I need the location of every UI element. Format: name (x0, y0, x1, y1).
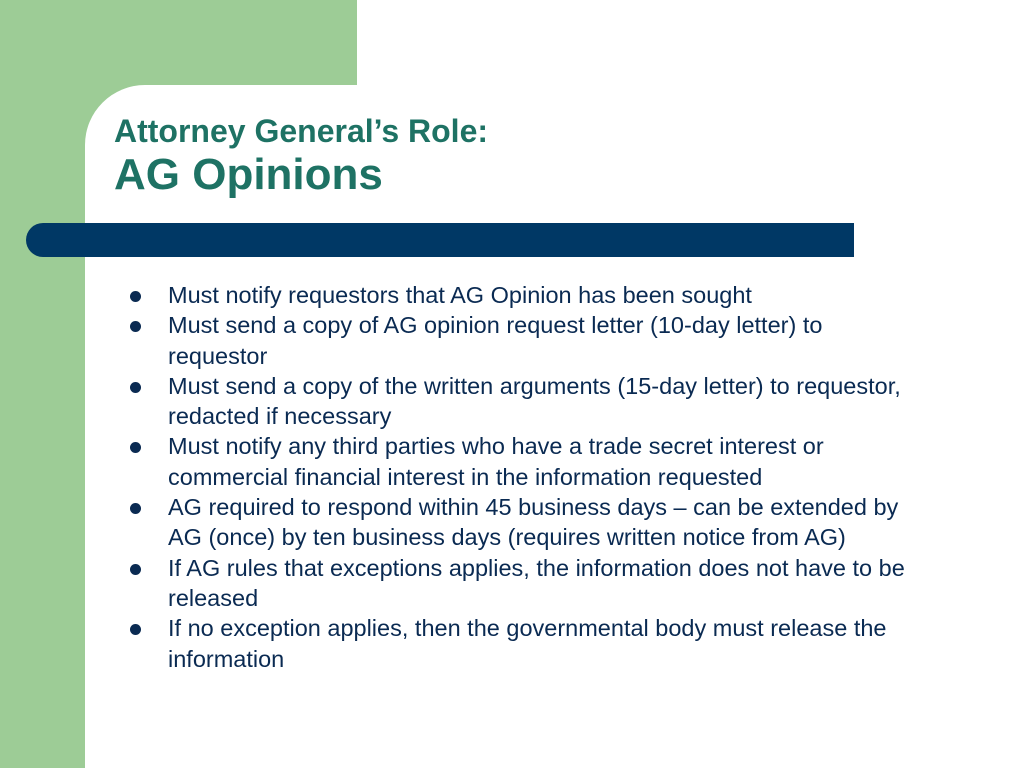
bullet-dot-icon (130, 291, 141, 302)
bullet-item (125, 310, 905, 371)
bullet-item (125, 280, 905, 310)
bullet-item (125, 371, 905, 432)
bullet-item (125, 553, 905, 614)
bullet-list (125, 280, 905, 674)
bullet-item (125, 613, 905, 674)
slide-title (114, 112, 488, 200)
bullet-text: AG required to respond within 45 business days – can be extended by AG (once) by ten business days (requires written notice from AG) (168, 494, 899, 551)
bullet-text: Must send a copy of AG opinion request letter (10-day letter) to requestor (168, 312, 823, 369)
title-line-2: AG Opinions (114, 150, 383, 199)
bullet-dot-icon (130, 321, 141, 332)
bullet-item (125, 492, 905, 553)
bullet-dot-icon (130, 382, 141, 393)
accent-bar (26, 223, 854, 257)
bullet-text: Must notify any third parties who have a trade secret interest or commercial financial interest in the information requested (168, 433, 824, 490)
bullet-text: If AG rules that exceptions applies, the information does not have to be released (168, 554, 905, 611)
bullet-text: Must send a copy of the written arguments (15-day letter) to requestor, redacted if necessary (168, 372, 901, 430)
bullet-dot-icon (130, 503, 141, 514)
bullet-text: If no exception applies, then the governmental body must release the information (168, 615, 887, 672)
bullet-item (125, 431, 905, 492)
bullet-dot-icon (130, 442, 141, 453)
bullet-dot-icon (130, 624, 141, 635)
bullet-dot-icon (130, 564, 141, 575)
bullet-text: Must notify requestors that AG Opinion has been sought (168, 282, 752, 308)
title-line-1: Attorney General’s Role: (114, 113, 489, 149)
